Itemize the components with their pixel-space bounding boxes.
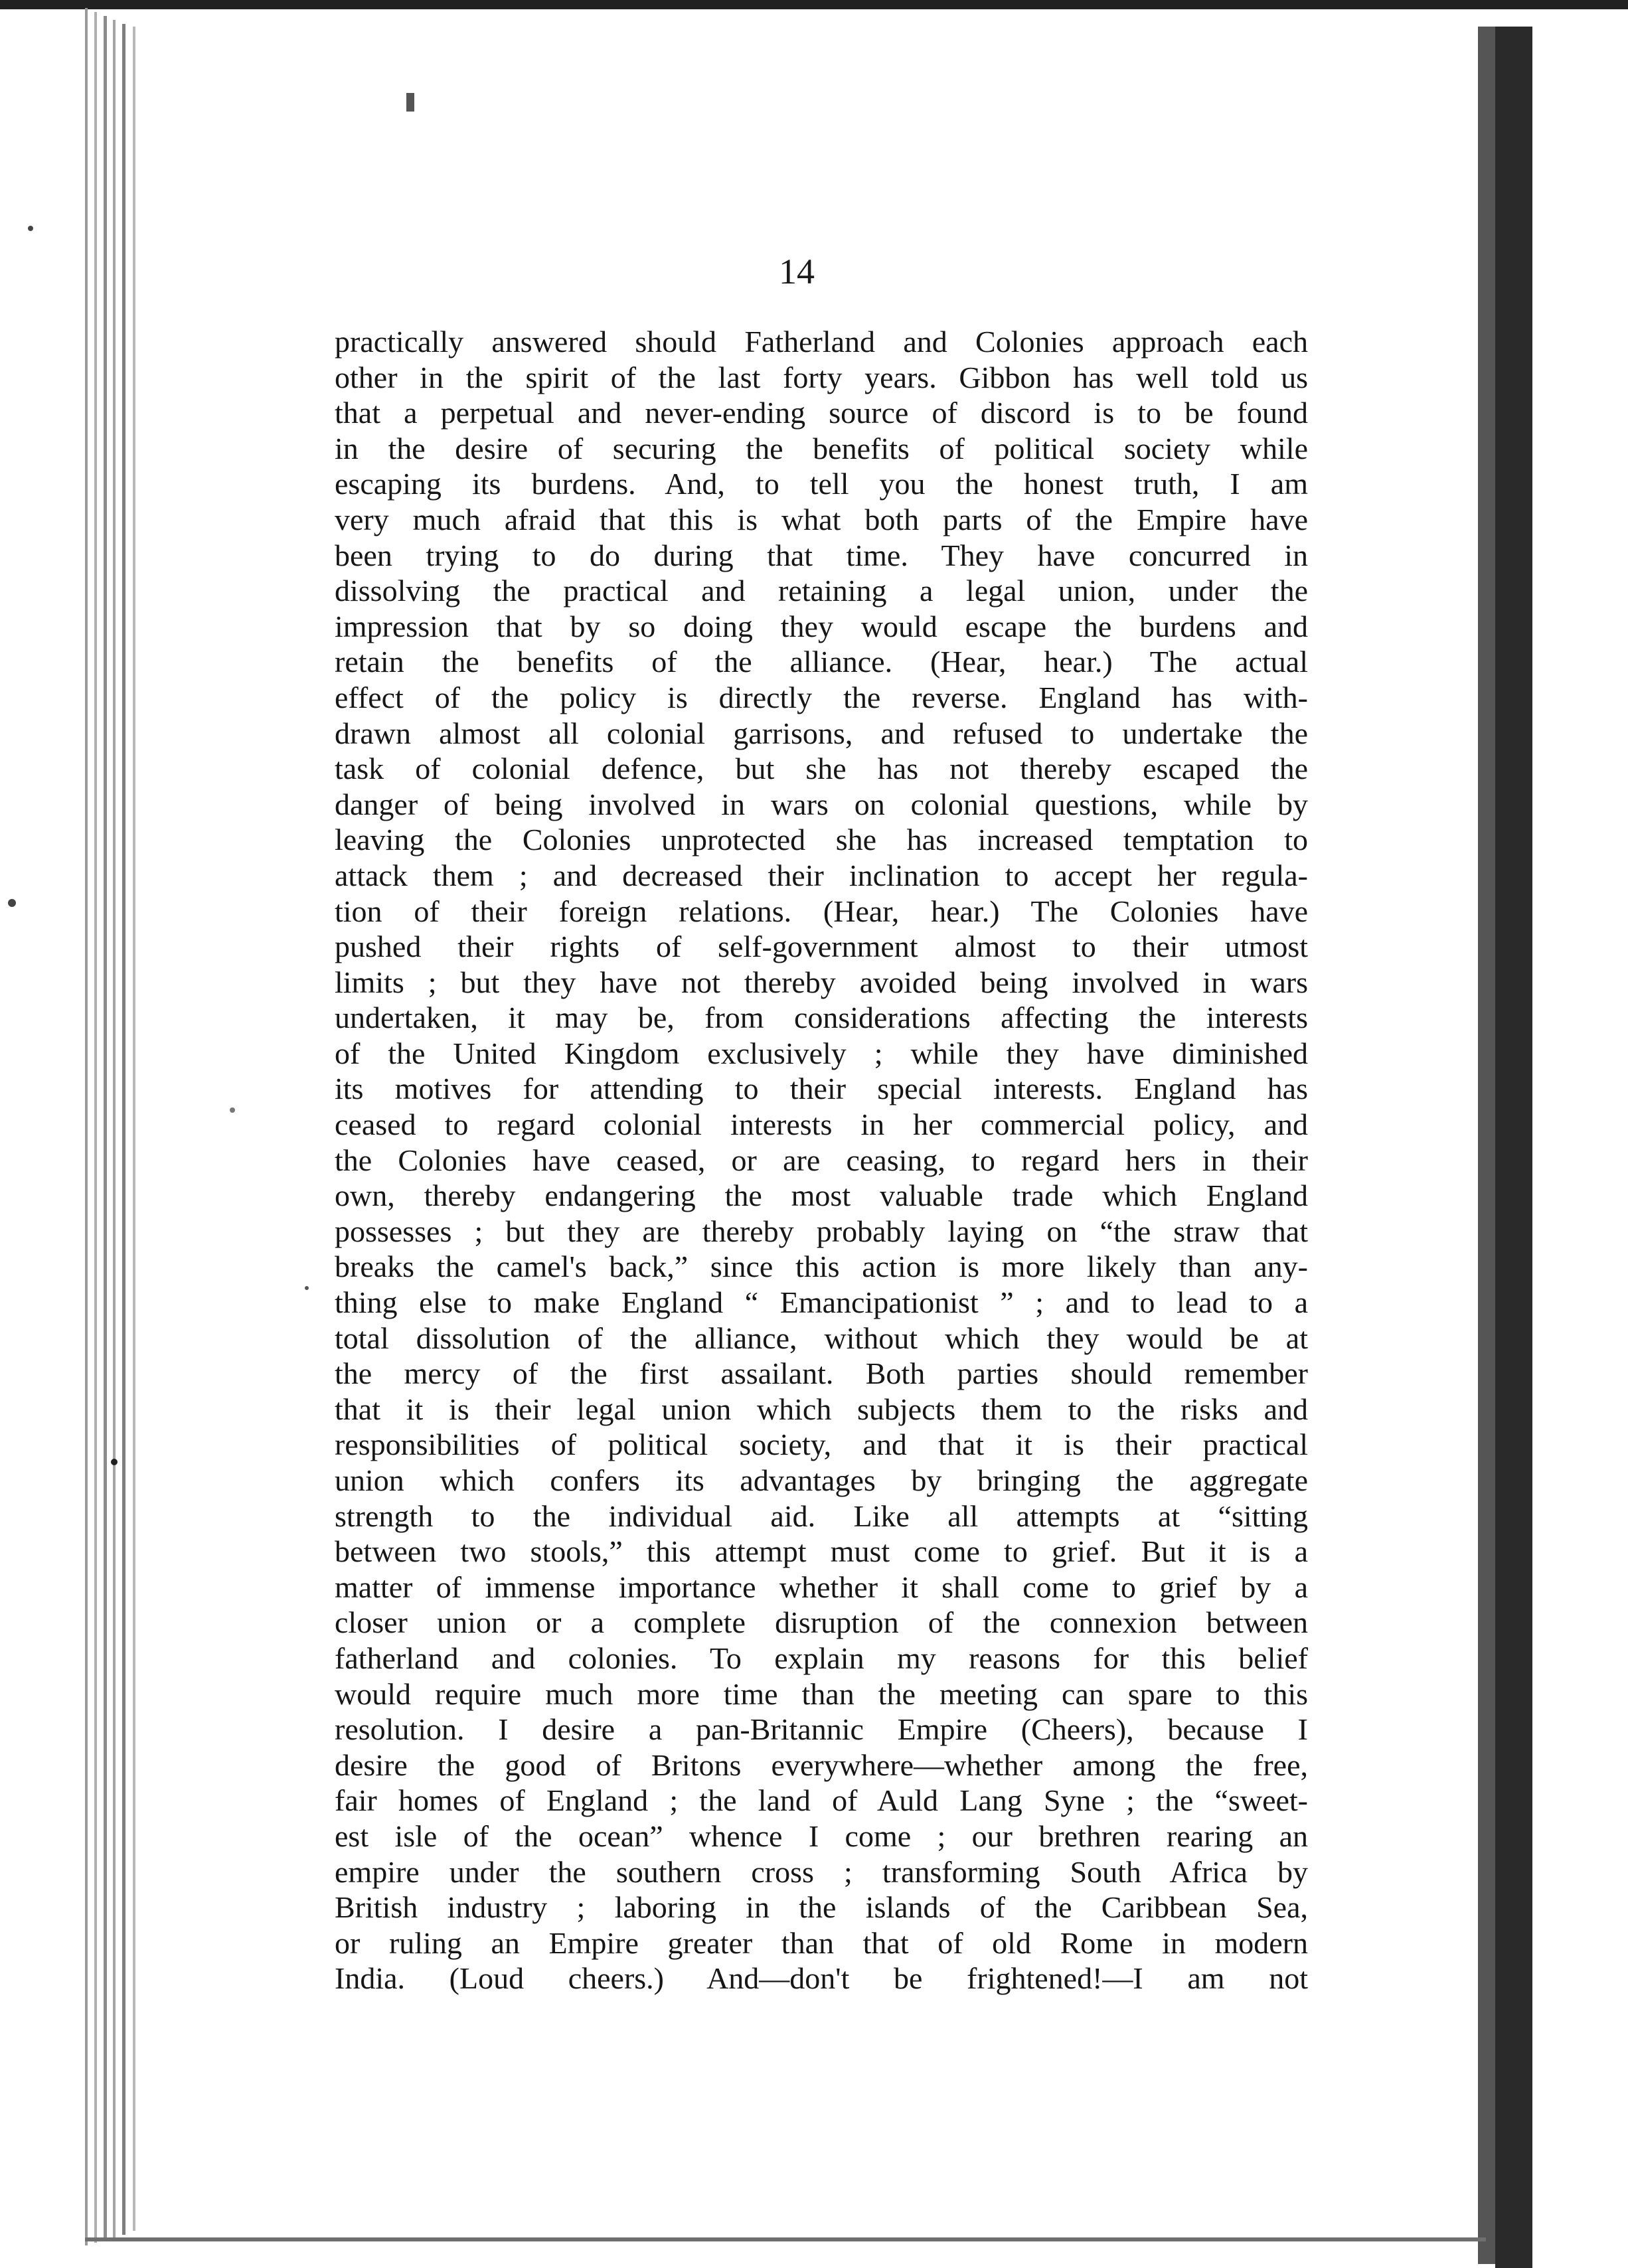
text-line: danger of being involved in wars on colonial questions, while by — [335, 787, 1308, 821]
text-line: India. (Loud cheers.) And—don't be frightened!—I am not — [335, 1961, 1308, 1996]
text-line: empire under the southern cross ; transforming South Africa by — [335, 1854, 1308, 1889]
text-line: thing else to make England “ Emancipationist ” ; and to lead to a — [335, 1285, 1308, 1320]
text-line: fair homes of England ; the land of Auld Lang Syne ; the “sweet- — [335, 1783, 1308, 1818]
text-line: retain the benefits of the alliance. (Hear, hear.) The actual — [335, 645, 1308, 679]
text-line: dissolving the practical and retaining a legal union, under the — [335, 574, 1308, 608]
text-line: practically answered should Fatherland and Colonies approach each — [335, 325, 1308, 359]
text-line: its motives for attending to their special interests. England has — [335, 1072, 1308, 1106]
text-line: been trying to do during that time. They have concurred in — [335, 538, 1308, 572]
text-line: very much afraid that this is what both parts of the Empire have — [335, 502, 1308, 536]
text-line: would require much more time than the meeting can spare to this — [335, 1676, 1308, 1711]
text-line: the mercy of the first assailant. Both parties should remember — [335, 1356, 1308, 1391]
text-line: strength to the individual aid. Like all attempts at “sitting — [335, 1498, 1308, 1533]
text-line: that a perpetual and never-ending source of discord is to be found — [335, 396, 1308, 430]
text-line: own, thereby endangering the most valuable trade which England — [335, 1178, 1308, 1213]
text-line: British industry ; laboring in the islands of the Caribbean Sea, — [335, 1890, 1308, 1925]
text-line: pushed their rights of self-government almost to their utmost — [335, 930, 1308, 964]
text-line: est isle of the ocean” whence I come ; our brethren rearing an — [335, 1819, 1308, 1853]
text-line: that it is their legal union which subjects them to the risks and — [335, 1392, 1308, 1426]
text-line: of the United Kingdom exclusively ; while they have diminished — [335, 1036, 1308, 1070]
text-line: possesses ; but they are thereby probably laying on “the straw that — [335, 1214, 1308, 1248]
text-line: undertaken, it may be, from considerations affecting the interests — [335, 1001, 1308, 1035]
text-line: desire the good of Britons everywhere—whether among the free, — [335, 1747, 1308, 1782]
text-line: responsibilities of political society, and that it is their practical — [335, 1427, 1308, 1462]
body-text — [335, 324, 1308, 1996]
text-line: total dissolution of the alliance, without which they would be at — [335, 1321, 1308, 1355]
text-line: task of colonial defence, but she has not thereby escaped the — [335, 752, 1308, 786]
text-line: tion of their foreign relations. (Hear, hear.) The Colonies have — [335, 894, 1308, 928]
text-line: in the desire of securing the benefits of political society while — [335, 431, 1308, 465]
text-line: closer union or a complete disruption of the connexion between — [335, 1605, 1308, 1640]
text-line: breaks the camel's back,” since this action is more likely than any- — [335, 1250, 1308, 1284]
text-line: ceased to regard colonial interests in her commercial policy, and — [335, 1107, 1308, 1142]
text-line: escaping its burdens. And, to tell you the honest truth, I am — [335, 467, 1308, 501]
text-line: fatherland and colonies. To explain my reasons for this belief — [335, 1641, 1308, 1675]
text-line: effect of the policy is directly the reverse. England has with- — [335, 680, 1308, 714]
text-line: leaving the Colonies unprotected she has increased temptation to — [335, 823, 1308, 857]
text-line: drawn almost all colonial garrisons, and refused to undertake the — [335, 716, 1308, 750]
text-line: or ruling an Empire greater than that of old Rome in modern — [335, 1925, 1308, 1960]
text-line: impression that by so doing they would escape the burdens and — [335, 609, 1308, 643]
text-line: union which confers its advantages by bringing the aggregate — [335, 1463, 1308, 1497]
text-line: other in the spirit of the last forty years. Gibbon has well told us — [335, 360, 1308, 394]
text-line: between two stools,” this attempt must come to grief. But it is a — [335, 1534, 1308, 1569]
text-line: resolution. I desire a pan-Britannic Empire (Cheers), because I — [335, 1712, 1308, 1747]
text-line: the Colonies have ceased, or are ceasing, to regard hers in their — [335, 1143, 1308, 1177]
text-line: limits ; but they have not thereby avoided being involved in wars — [335, 965, 1308, 999]
text-line: attack them ; and decreased their inclination to accept her regula- — [335, 858, 1308, 892]
text-line: matter of immense importance whether it shall come to grief by a — [335, 1570, 1308, 1604]
page-number: 14 — [779, 252, 815, 291]
